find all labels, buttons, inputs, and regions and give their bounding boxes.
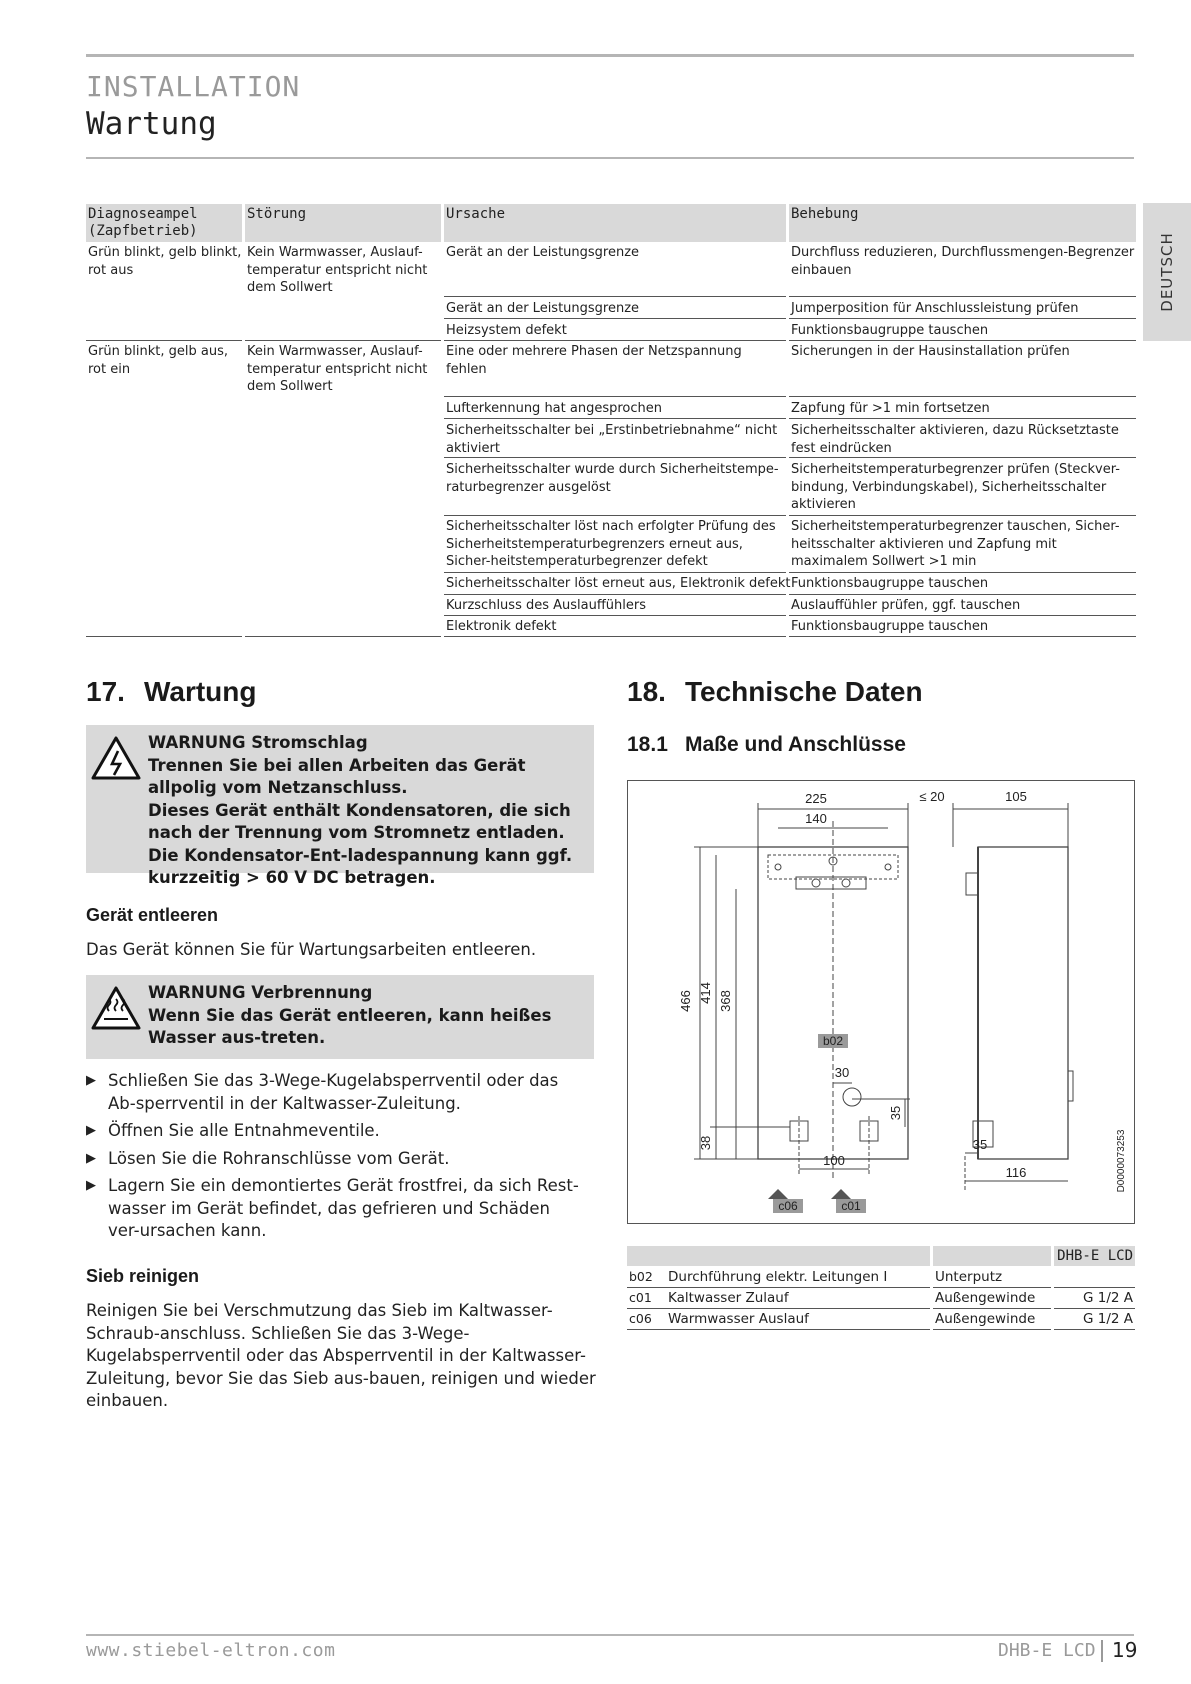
table-rule [789, 594, 1136, 595]
high-voltage-warning-icon [90, 735, 142, 781]
dimension-label: 30 [834, 1065, 850, 1080]
table-cell-behebung: Sicherheitsschalter aktivieren, dazu Rücksetztaste fest eindrücken [791, 423, 1119, 456]
section-title: Wartung [144, 676, 257, 707]
dimension-drawing-svg [628, 781, 1133, 1222]
dimension-label: 368 [718, 990, 733, 1012]
connection-label: b02 [822, 1034, 844, 1048]
footer-url: www.stiebel-eltron.com [86, 1640, 336, 1661]
table-cell-ursache: Elektronik defekt [446, 619, 557, 634]
connection-label: c01 [841, 1199, 861, 1213]
table-cell-code: c06 [629, 1311, 652, 1326]
table-rule [444, 515, 786, 516]
table-cell-stoerung: Kein Warmwasser, Auslauf-temperatur entspricht nicht dem Sollwert [247, 344, 428, 394]
table-cell-ursache: Sicherheitsschalter bei „Erstinbetriebnahme“ nicht aktiviert [446, 423, 778, 456]
table-rule [444, 418, 786, 419]
table-cell-type: Außengewinde [935, 1290, 1036, 1306]
diagnosis-table [86, 204, 1136, 636]
table-rule [789, 636, 1136, 637]
table-cell-behebung: Sicherheitstemperaturbegrenzer prüfen (Steckver-bindung, Verbindungskabel), Sicherheitsschalter aktivieren [791, 462, 1120, 512]
dimension-label: 140 [805, 811, 827, 826]
table-rule [789, 340, 1136, 341]
table-header-model: DHB-E LCD [1054, 1246, 1135, 1266]
section-title: Technische Daten [685, 676, 923, 707]
table-rule [789, 418, 1136, 419]
dimension-label: 225 [805, 791, 827, 806]
warning-text: Trennen Sie bei allen Arbeiten das Gerät allpolig vom Netzanschluss. [148, 755, 526, 797]
table-header-blank [627, 1246, 930, 1266]
table-cell-behebung: Sicherheitstemperaturbegrenzer tauschen, Sicher-heitsschalter aktivieren und Zapfung mit maximalem Sollwert >1 min [791, 519, 1120, 569]
table-cell-value: G 1/2 A [1082, 1290, 1133, 1306]
table-rule [444, 296, 786, 297]
table-rule [444, 340, 786, 341]
table-cell-ursache: Gerät an der Leistungsgrenze [446, 245, 640, 260]
subheading-sieb: Sieb reinigen [86, 1266, 200, 1286]
paragraph-entleeren: Das Gerät können Sie für Wartungsarbeiten entleeren. [86, 940, 537, 959]
section-number: 18. [627, 676, 666, 707]
table-rule [444, 318, 786, 319]
subsection-title: Wartung [86, 106, 217, 142]
list-item: ▶ Lösen Sie die Rohranschlüsse vom Gerät. [86, 1148, 586, 1171]
dimension-label: 466 [678, 990, 693, 1012]
subheading-entleeren: Gerät entleeren [86, 905, 219, 925]
warning-electric-shock [86, 725, 594, 887]
table-header-stoerung: Störung [245, 204, 441, 242]
dimension-label: 105 [1005, 789, 1027, 804]
subsection-title: Maße und Anschlüsse [685, 733, 906, 756]
table-rule [245, 636, 441, 637]
table-cell-behebung: Durchfluss reduzieren, Durchflussmengen-Begrenzer einbauen [791, 245, 1135, 278]
list-item: ▶ Lagern Sie ein demontiertes Gerät frostfrei, da sich Rest-wasser im Gerät befindet, das gefrieren und Schäden ver-ursachen kann. [86, 1175, 586, 1243]
dimension-label: 35 [972, 1137, 988, 1152]
table-cell-stoerung: Kein Warmwasser, Auslauf-temperatur entspricht nicht dem Sollwert [247, 245, 428, 295]
dimension-label: 116 [1005, 1165, 1027, 1180]
table-header-behebung: Behebung [789, 204, 1136, 242]
warning-text: Wenn Sie das Gerät entleeren, kann heißes Wasser aus-treten. [148, 1005, 552, 1047]
footer-rule [86, 1634, 1134, 1636]
dimension-label: 35 [888, 1105, 903, 1121]
table-cell-ursache: Sicherheitsschalter wurde durch Sicherheitstempe-raturbegrenzer ausgelöst [446, 462, 779, 495]
table-rule [933, 1329, 1051, 1330]
table-cell-behebung: Funktionsbaugruppe tauschen [791, 323, 989, 338]
drawing-code: D0000073253 [1116, 1129, 1127, 1193]
table-cell-ursache: Lufterkennung hat angesprochen [446, 401, 662, 416]
footer-divider [1101, 1640, 1103, 1662]
table-rule [789, 515, 1136, 516]
table-header-ampel: Diagnoseampel (Zapfbetrieb) [86, 204, 242, 242]
warning-text: Dieses Gerät enthält Kondensatoren, die sich nach der Trennung vom Stromnetz entladen. Die Kondensator-Ent-ladespannung kann ggf. kurzzeitig > 60 V DC betragen. [148, 800, 573, 887]
section-number: 17. [86, 676, 125, 707]
warning-heading: WARNUNG Verbrennung [148, 983, 373, 1002]
subsection-heading-masse [627, 733, 906, 757]
dimension-label: 414 [698, 982, 713, 1004]
table-rule [1054, 1329, 1135, 1330]
table-cell-name: Durchführung elektr. Leitungen I [668, 1269, 888, 1285]
connections-table [627, 1246, 1135, 1336]
table-cell-ursache: Kurzschluss des Auslauffühlers [446, 598, 647, 613]
table-cell-behebung: Funktionsbaugruppe tauschen [791, 576, 989, 591]
table-cell-name: Kaltwasser Zulauf [668, 1290, 789, 1306]
table-cell-name: Warmwasser Auslauf [668, 1311, 809, 1327]
dimension-drawing [627, 780, 1135, 1224]
table-cell-value: G 1/2 A [1082, 1311, 1133, 1327]
table-rule [444, 594, 786, 595]
table-rule [444, 615, 786, 616]
table-rule [86, 636, 242, 637]
table-header-ursache: Ursache [444, 204, 786, 242]
table-rule [789, 615, 1136, 616]
dimension-label: 38 [698, 1135, 713, 1151]
table-cell-behebung: Auslauffühler prüfen, ggf. tauschen [791, 598, 1021, 613]
list-item: ▶ Öffnen Sie alle Entnahmeventile. [86, 1120, 586, 1143]
hot-surface-warning-icon [90, 985, 142, 1031]
language-tab-label: DEUTSCH [1158, 232, 1176, 312]
header-rule-top [86, 54, 1134, 57]
table-rule [444, 636, 786, 637]
table-cell-ursache: Eine oder mehrere Phasen der Netzspannung fehlen [446, 344, 742, 377]
header-rule-bottom [86, 157, 1134, 159]
section-heading-wartung [86, 676, 257, 708]
section-heading-technische-daten [627, 676, 923, 708]
connection-label: c06 [778, 1199, 798, 1213]
warning-heading: WARNUNG Stromschlag [148, 733, 368, 752]
table-rule [245, 340, 441, 341]
table-cell-behebung: Funktionsbaugruppe tauschen [791, 619, 989, 634]
table-cell-type: Unterputz [935, 1269, 1003, 1285]
table-rule [789, 457, 1136, 458]
table-rule [627, 1329, 930, 1330]
table-cell-behebung: Jumperposition für Anschlussleistung prüfen [791, 301, 1079, 316]
paragraph-sieb: Reinigen Sie bei Verschmutzung das Sieb im Kaltwasser-Schraub-anschluss. Schließen Sie das 3-Wege-Kugelabsperrventil oder das Absperrventil in der Kaltwasser-Zuleitung, bevor Sie das Sieb aus-bauen, reinigen und wieder einbauen. [86, 1301, 596, 1410]
table-cell-ampel: Grün blinkt, gelb blinkt, rot aus [88, 245, 242, 278]
warning-burn [86, 975, 594, 1059]
table-cell-ursache: Sicherheitsschalter löst erneut aus, Elektronik defekt [446, 576, 791, 591]
table-rule [444, 396, 786, 397]
table-rule [789, 572, 1136, 573]
footer-model: DHB-E LCD [998, 1640, 1096, 1661]
table-rule [86, 340, 242, 341]
table-cell-behebung: Zapfung für >1 min fortsetzen [791, 401, 990, 416]
table-cell-ampel: Grün blinkt, gelb aus, rot ein [88, 344, 228, 377]
table-cell-code: c01 [629, 1290, 652, 1305]
table-rule [789, 396, 1136, 397]
dimension-label: 100 [823, 1153, 845, 1168]
table-rule [789, 318, 1136, 319]
language-tab [1143, 203, 1191, 341]
dimension-label: ≤ 20 [919, 789, 945, 804]
table-rule [789, 296, 1136, 297]
table-cell-behebung: Sicherungen in der Hausinstallation prüfen [791, 344, 1070, 359]
page-number: 19 [1112, 1638, 1138, 1662]
list-item: ▶ Schließen Sie das 3-Wege-Kugelabsperrventil oder das Ab-sperrventil in der Kaltwasser-Zuleitung. [86, 1070, 586, 1115]
table-rule [444, 457, 786, 458]
section-label: INSTALLATION [86, 70, 301, 103]
maintenance-steps [86, 1070, 586, 1248]
table-cell-ursache: Gerät an der Leistungsgrenze [446, 301, 640, 316]
table-cell-ursache: Sicherheitsschalter löst nach erfolgter Prüfung des Sicherheitstemperaturbegrenzers erneut aus, Sicher-heitstemperaturbegrenzer defekt [446, 519, 776, 569]
table-cell-type: Außengewinde [935, 1311, 1036, 1327]
table-rule [444, 572, 786, 573]
table-cell-code: b02 [629, 1269, 653, 1284]
table-header-blank [933, 1246, 1051, 1266]
subsection-number: 18.1 [627, 733, 668, 756]
table-cell-ursache: Heizsystem defekt [446, 323, 567, 338]
